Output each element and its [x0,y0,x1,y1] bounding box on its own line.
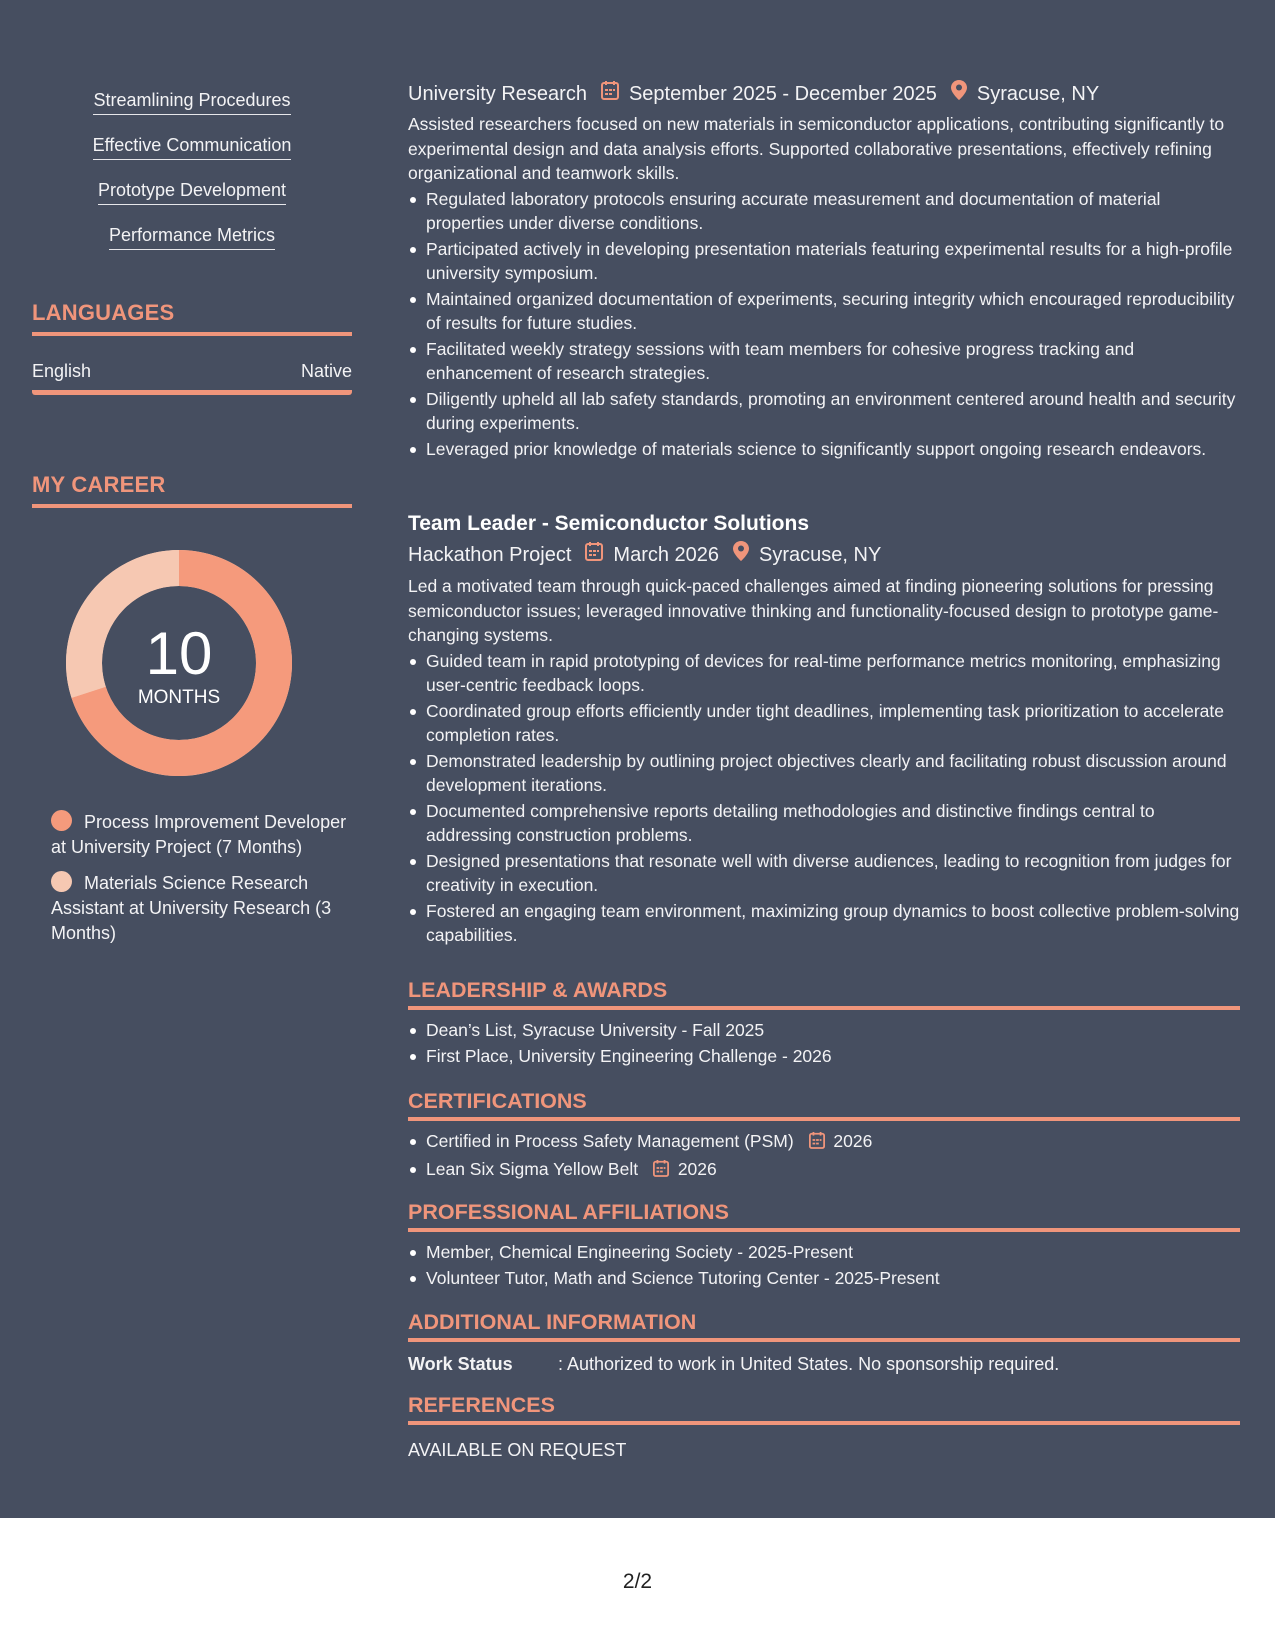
job-bullet: Diligently upheld all lab safety standards, promoting an environment centered around health and security during experiments. [408,387,1240,436]
award-item: First Place, University Engineering Challenge - 2026 [408,1044,1240,1069]
award-item: Dean’s List, Syracuse University - Fall 2025 [408,1018,1240,1043]
page-number: 2/2 [622,1570,653,1593]
legend-dot [51,871,72,892]
certifications-section [408,1089,1240,1184]
map-pin-icon [951,80,967,108]
skill-item [32,223,352,268]
skill-label: Performance Metrics [109,223,275,250]
certification-name: Lean Six Sigma Yellow Belt [426,1158,639,1179]
legend-item [51,810,351,860]
affiliations-section [408,1200,1240,1291]
references-text: AVAILABLE ON REQUEST [408,1440,627,1460]
job-bullets [408,649,1240,948]
language-name: English [32,361,92,381]
work-status-label: Work Status [408,1354,513,1374]
calendar-icon [653,1159,669,1184]
legend-item [51,871,351,946]
job-location: Syracuse, NY [976,83,1100,105]
affiliation-item: Volunteer Tutor, Math and Science Tutoring Center - 2025-Present [408,1266,1240,1291]
references-heading: REFERENCES [408,1393,1240,1425]
work-status-value: : Authorized to work in United States. No sponsorship required. [558,1354,1060,1374]
calendar-icon [585,541,603,569]
affiliations-list [408,1240,1240,1290]
leadership-section [408,978,1240,1069]
work-status-row [408,1352,1240,1376]
skill-item [32,88,352,133]
certification-item [408,1129,1240,1156]
skill-label: Streamlining Procedures [93,88,290,115]
job-meta [408,80,1240,108]
job-bullet: Demonstrated leadership by outlining project objectives clearly and facilitating robust discussion around development iterations. [408,749,1240,798]
certification-name: Certified in Process Safety Management (PSM) [426,1131,794,1151]
job-bullet: Participated actively in developing presentation materials featuring experimental results for a high-profile university symposium. [408,237,1240,286]
job-title: Team Leader - Semiconductor Solutions [408,512,810,535]
leadership-heading: LEADERSHIP & AWARDS [408,978,1240,1010]
job-bullet: Coordinated group efforts efficiently under tight deadlines, implementing task prioritization to accelerate completion rates. [408,699,1240,748]
job-date: September 2025 - December 2025 [628,83,937,105]
certifications-list [408,1129,1240,1183]
additional-heading: ADDITIONAL INFORMATION [408,1310,1240,1342]
additional-section [408,1310,1240,1376]
job-bullet: Leveraged prior knowledge of materials science to significantly support ongoing research endeavors. [408,437,1240,462]
skill-label: Effective Communication [93,133,292,160]
job-org: University Research [408,83,587,105]
calendar-icon [601,80,619,108]
career-legend [51,810,351,957]
references-section [408,1393,1240,1462]
career-heading: MY CAREER [32,472,352,508]
job-bullet: Guided team in rapid prototyping of devices for real-time performance metrics monitoring, emphasizing user-centric feedback loops. [408,649,1240,698]
leadership-list [408,1018,1240,1068]
job-summary: Assisted researchers focused on new materials in semiconductor applications, contributing significantly to experimental design and data analysis efforts. Supported collaborative presentations, effectively refining organizational and teamwork skills. [408,114,1225,183]
job-bullet: Facilitated weekly strategy sessions with team members for cohesive progress tracking and enhancement of research strategies. [408,337,1240,386]
languages-heading: LANGUAGES [32,300,352,336]
skill-item [32,133,352,178]
job-org: Hackathon Project [408,544,572,566]
job-location: Syracuse, NY [759,544,882,566]
skill-label: Prototype Development [98,178,286,205]
career-total-unit: MONTHS [137,687,221,708]
language-row [32,357,352,395]
career-total-value: 10 [145,620,213,687]
job-bullet: Fostered an engaging team environment, maximizing group dynamics to boost collective problem-solving capabilities. [408,899,1240,948]
job-meta [408,541,1240,569]
certification-item [408,1157,1240,1184]
job-bullet: Documented comprehensive reports detailing methodologies and distinctive findings central to addressing construction problems. [408,799,1240,848]
map-pin-icon [733,541,749,569]
calendar-icon [809,1131,825,1156]
job-summary: Led a motivated team through quick-paced challenges aimed at finding pioneering solutions for pressing semiconductor issues; leveraged innovative thinking and functionality-focused design to prototype game-changing systems. [408,576,1219,645]
affiliations-heading: PROFESSIONAL AFFILIATIONS [408,1200,1240,1232]
legend-label: Process Improvement Developer at University Project (7 Months) [51,812,347,857]
skill-item [32,178,352,223]
legend-dot [51,810,72,831]
job-bullet: Regulated laboratory protocols ensuring accurate measurement and documentation of material properties under diverse conditions. [408,187,1240,236]
job-entry-hackathon [408,510,1240,949]
job-entry-university-research [408,80,1240,462]
legend-label: Materials Science Research Assistant at University Research (3 Months) [51,873,332,943]
language-level: Native [300,361,352,381]
skills-list [32,88,352,268]
certifications-heading: CERTIFICATIONS [408,1089,1240,1121]
job-bullets [408,187,1240,462]
job-bullet: Designed presentations that resonate well with diverse audiences, leading to recognition from judges for creativity in execution. [408,849,1240,898]
job-bullet: Maintained organized documentation of experiments, securing integrity which encouraged reproducibility of results for future studies. [408,287,1240,336]
affiliation-item: Member, Chemical Engineering Society - 2025-Present [408,1240,1240,1265]
certification-year: 2026 [833,1131,873,1151]
job-date: March 2026 [613,544,720,566]
certification-year: 2026 [677,1158,717,1179]
